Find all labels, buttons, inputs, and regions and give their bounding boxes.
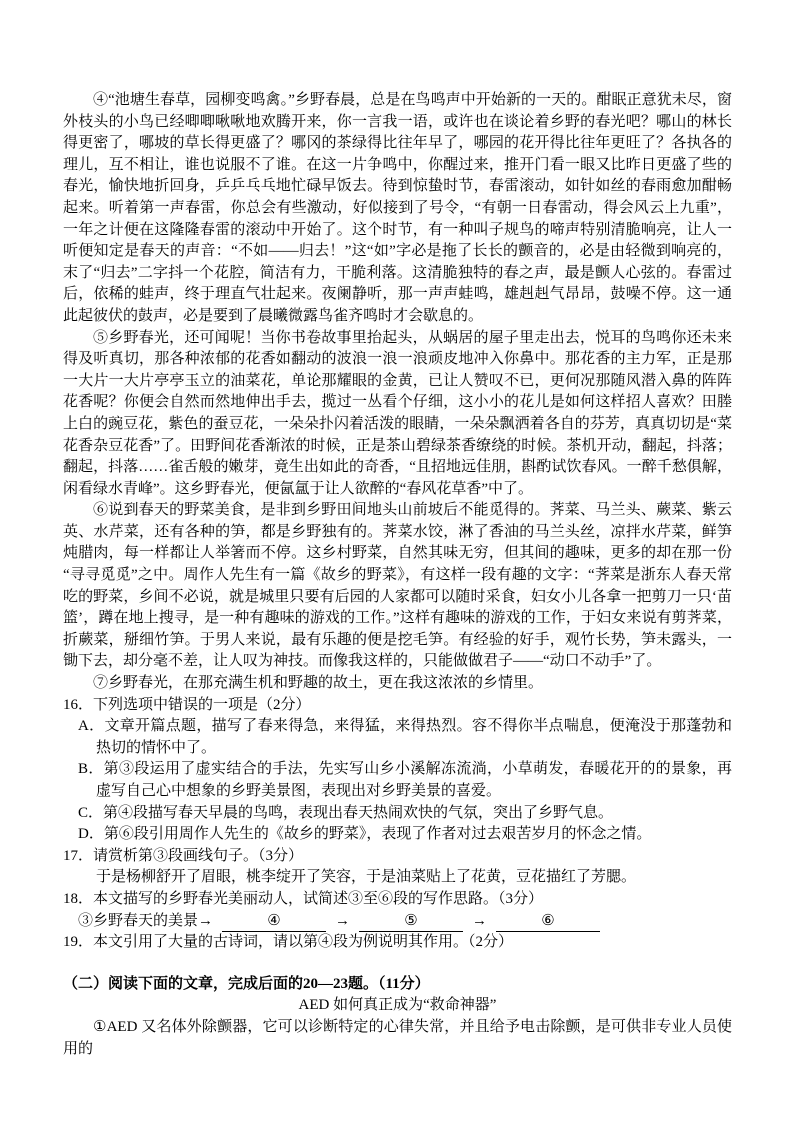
option-text: 第⑥段引用周作人先生的《故乡的野菜》，表现了作者对过去艰苦岁月的怀念之情。 bbox=[103, 826, 652, 843]
page-content bbox=[63, 90, 732, 1060]
essay-paragraph-5: ⑤乡野春光，还可闻呢！当你书卷故事里抬起头，从蜗居的屋子里走出去，悦耳的鸟鸣你还未来得及听真切，那各种浓郁的花香如翻动的波浪一浪一浪顽皮地冲入你鼻中。那花香的主力军，正是那一大片一大片亭亭玉立的油菜花，单论那耀眼的金黄，已让人赞叹不已，更何况那随风潜入鼻的阵阵花香呢？你便会自然而然地伸出手去，揽过一丛看个仔细，这小小的花儿是如何这样招人喜欢？田塍上白的豌豆花，紫色的蚕豆花，一朵朵扑闪着活泼的眼睛，一朵朵飘洒着各自的芬芳，真真切切是“菜花香杂豆花香”了。田野间花香渐浓的时候，正是茶山碧绿茶香缭绕的时候。茶机开动，翻起，抖落；翻起，抖落……雀舌般的嫩芽，竟生出如此的奇香，“且招地远佳朋，斟酌试饮春风。一醉千愁俱解，闲看绿水青峰”。这乡野春光，便氤氲于让人欲醉的“春风花草香”中了。 bbox=[63, 329, 732, 497]
option-text: 文章开篇点题，描写了春来得急，来得猛，来得热烈。容不得你半点喘息，便淹没于那蓬勃和热切的情怀中了。 bbox=[96, 718, 732, 756]
flow-start-label: ③乡野春天的美景→ bbox=[78, 912, 214, 929]
option-label: D． bbox=[78, 826, 104, 843]
essay-paragraph-7: ⑦乡野春光，在那充满生机和野趣的故土，更在我这浓浓的乡情里。 bbox=[93, 675, 544, 692]
essay-2-paragraph-1: ①AED 又名体外除颤器，它可以诊断特定的心律失常，并且给予电击除颤，是可供非专业人员使用的 bbox=[63, 1018, 732, 1057]
option-text: 第③段运用了虚实结合的手法，先实写山乡小溪解冻流淌，小草萌发，春暖花开的的景象，再虚写自己心中想象的乡野美景图，表现出对乡野美景的喜爱。 bbox=[96, 761, 732, 799]
question-16-option-c bbox=[78, 803, 732, 825]
question-18-flow bbox=[78, 911, 732, 933]
option-text: 第④段描写春天早晨的鸟鸣，表现出春天热闹欢快的气氛，突出了乡野气息。 bbox=[103, 804, 614, 821]
question-18-answer-blank-3 bbox=[496, 912, 600, 932]
arrow-right-icon: → bbox=[335, 912, 351, 929]
question-16-option-b bbox=[78, 759, 732, 802]
question-16-stem: 16．下列选项中错误的一项是（2分） bbox=[63, 696, 311, 713]
question-17-quoted-sentence: 于是杨柳舒开了眉眼，桃李绽开了笑容，于是油菜贴上了花黄，豆花描红了芳腮。 bbox=[96, 869, 637, 886]
essay-paragraph-6: ⑥说到春天的野菜美食，是非到乡野田间地头山前坡后不能觅得的。荠菜、马兰头、蕨菜、紫云英、水芹菜，还有各种的笋，都是乡野独有的。荠菜水饺，淋了香油的马兰头丝，凉拌水芹菜，鲜笋炖腊肉，每一样都让人举箸而不停。这乡村野菜，自然其味无穷，但其间的趣味，更多的却在那一份“寻寻觅觅”之中。周作人先生有一篇《故乡的野菜》，有这样一段有趣的文字：“荠菜是浙东人春天常吃的野菜，乡间不必说，就是城里只要有后园的人家都可以随时采食，妇女小儿各拿一把剪刀一只‘苗篮’，蹲在地上搜寻，是一种有趣味的游戏的工作。”这样有趣味的游戏的工作，于妇女来说有剪荠菜，折蕨菜，掰细竹笋。于男人来说，最有乐趣的便是挖毛笋。有经验的好手，观竹长势，笋未露头，一锄下去，却分毫不差，让人叹为神技。而像我这样的，只能做做君子——“动口不动手”了。 bbox=[63, 502, 732, 670]
option-label: A． bbox=[78, 718, 105, 735]
question-16-option-a bbox=[78, 716, 732, 759]
question-17-stem: 17．请赏析第③段画线句子。（3分） bbox=[63, 847, 304, 864]
question-16-option-d bbox=[78, 824, 732, 846]
arrow-right-icon: → bbox=[472, 912, 488, 929]
blank-marker: ⑤ bbox=[404, 912, 418, 929]
section-2-header: （二）阅读下面的文章，完成后面的20—23题。（11分） bbox=[63, 975, 430, 992]
question-18-stem: 18．本文描写的乡野春光美丽动人，试简述③至⑥段的写作思路。（3分） bbox=[63, 890, 544, 907]
blank-marker: ④ bbox=[267, 912, 281, 929]
option-label: C． bbox=[78, 804, 104, 821]
question-18-answer-blank-2 bbox=[359, 912, 463, 932]
option-label: B． bbox=[78, 761, 104, 778]
essay-paragraph-4: ④“池塘生春草，园柳变鸣禽。”乡野春晨，总是在鸟鸣声中开始新的一天的。酣眠正意犹未尽，窗外枝头的小鸟已经唧唧啾啾地欢腾开来，你一言我一语，或许也在谈论着乡野的春光吧？哪山的林长得更密了，哪坡的草长得更盛了？哪冈的茶绿得比往年早了，哪园的花开得比往年更旺了？各执各的理儿，互不相让，谁也说服不了谁。在这一片争鸣中，你醒过来，推开门看一眼又比昨日更盛了些的春光，愉快地折回身，乒乒乓乓地忙碌早饭去。待到惊蛰时节，春雷滚动，如针如丝的春雨愈加酣畅起来。听着第一声春雷，你总会有些激动，好似接到了号令，“有朝一日春雷动，得会风云上九重”，一年之计便在这隆隆春雷的滚动中开始了。这个时节，有一种叫子规鸟的啼声特别清脆响亮，让人一听便知定是春天的声音：“不如——归去！”这“如”字必是拖了长长的颤音的，必是由轻微到响亮的，末了“归去”二字抖一个花腔，简洁有力，干脆利落。这清脆独特的春之声，最是颤人心弦的。春雷过后，依稀的蛙声，终于理直气壮起来。夜阑静听，那一声声蛙鸣，雄赳赳气昂昂，鼓噪不停。这一通此起彼伏的鼓声，必是要到了晨曦微露鸟雀齐鸣时才会歇息的。 bbox=[63, 92, 732, 324]
blank-marker: ⑥ bbox=[541, 912, 555, 929]
essay-2-title: AED 如何真正成为“救命神器” bbox=[298, 997, 497, 1014]
question-18-answer-blank-1 bbox=[222, 912, 326, 932]
question-19-stem: 19．本文引用了大量的古诗词，请以第④段为例说明其作用。（2分） bbox=[63, 934, 514, 951]
